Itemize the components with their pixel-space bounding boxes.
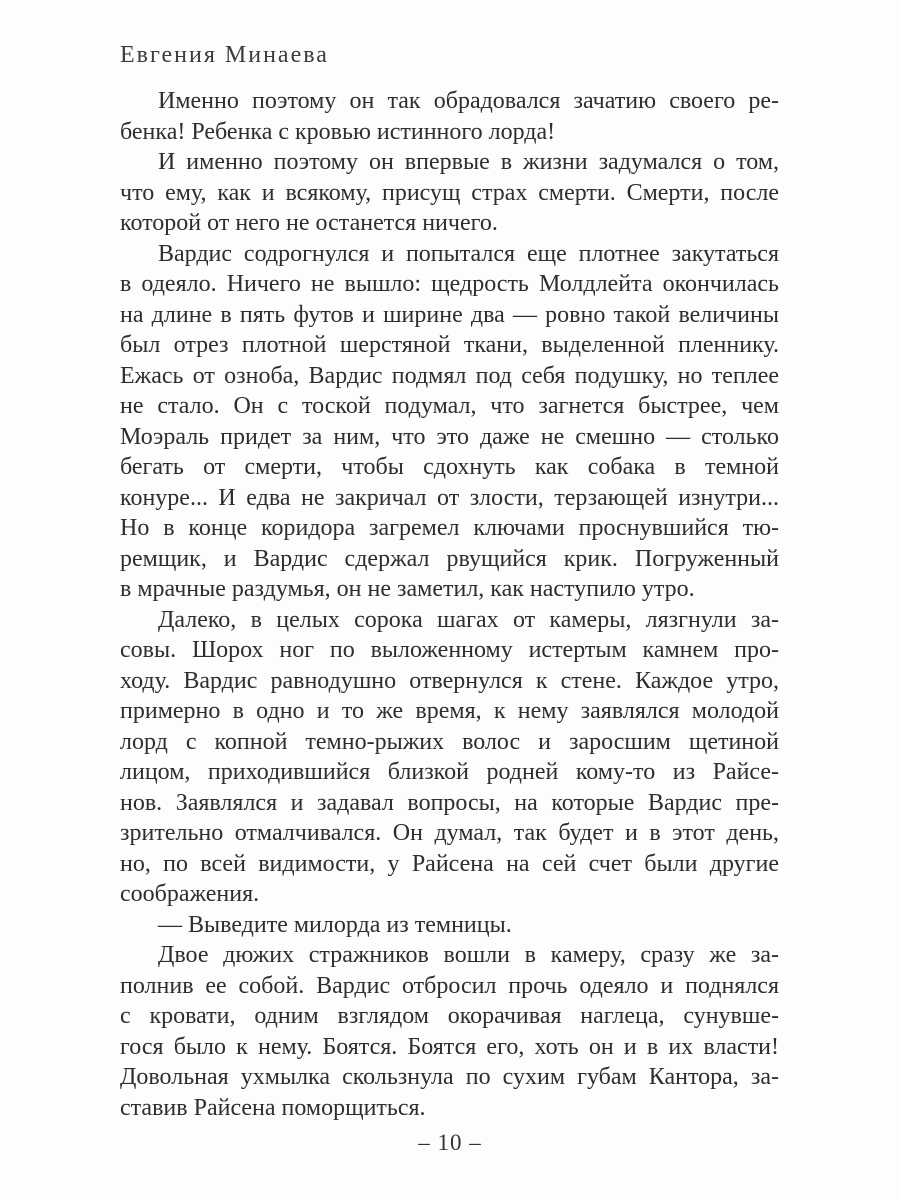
- text-line: нов. Заявлялся и задавал вопросы, на которые Вардис пре-: [120, 789, 779, 816]
- text-line: ходу. Вардис равнодушно отвернулся к стене. Каждое утро,: [120, 667, 779, 694]
- text-line: И именно поэтому он впервые в жизни задумался о том,: [158, 149, 779, 175]
- text-line: Но в конце коридора загремел ключами проснувшийся тю-: [120, 515, 779, 541]
- text-line: ставив Райсена поморщиться.: [120, 1094, 426, 1121]
- text-line: Именно поэтому он так обрадовался зачатию своего ре-: [158, 88, 779, 114]
- paragraph: [120, 86, 779, 147]
- page-number: – 10 –: [418, 1130, 482, 1155]
- text-line: но, по всей видимости, у Райсена на сей счет были другие: [120, 850, 779, 877]
- text-line: зрительно отмалчивался. Он думал, так будет и в этот день,: [120, 820, 779, 846]
- text-line: в одеяло. Ничего не вышло: щедрость Молдлейта окончилась: [120, 271, 779, 297]
- text-line: лицом, приходившийся близкой родней кому-то из Райсе-: [120, 759, 779, 785]
- paragraph: [120, 147, 779, 239]
- text-line: бегать от смерти, чтобы сдохнуть как собака в темной: [120, 454, 779, 480]
- text-line: Моэраль придет за ним, что это даже не смешно — столько: [120, 423, 779, 450]
- text-line: которой от него не останется ничего.: [120, 210, 498, 236]
- text-line: на длине в пять футов и ширине два — ровно такой величины: [120, 301, 779, 328]
- author-header: Евгения Минаева: [120, 42, 329, 68]
- text-line: примерно в одно и то же время, к нему заявлялся молодой: [120, 698, 779, 724]
- text-line: конуре... И едва не закричал от злости, терзающей изнутри...: [120, 484, 779, 511]
- text-line: бенка! Ребенка с кровью истинного лорда!: [120, 118, 556, 145]
- text-line: не стало. Он с тоской подумал, что загнется быстрее, чем: [120, 393, 779, 419]
- text-line: ремщик, и Вардис сдержал рвущийся крик. Погруженный: [120, 545, 779, 572]
- text-line: Ежась от озноба, Вардис подмял под себя подушку, но теплее: [120, 362, 779, 389]
- text-line: был отрез плотной шерстяной ткани, выделенной пленнику.: [120, 332, 779, 358]
- text-line: гося было к нему. Боятся. Боятся его, хоть он и в их власти!: [120, 1033, 779, 1060]
- text-line: совы. Шорох ног по выложенному истертым камнем про-: [120, 637, 779, 663]
- text-line: соображения.: [120, 881, 260, 907]
- paragraph: [120, 910, 779, 941]
- text-line: полнив ее собой. Вардис отбросил прочь одеяло и поднялся: [120, 972, 779, 999]
- text-line: Двое дюжих стражников вошли в камеру, сразу же за-: [158, 942, 779, 968]
- body-text: [120, 86, 779, 1123]
- text-line: что ему, как и всякому, присущ страх смерти. Смерти, после: [120, 179, 779, 206]
- paragraph: [120, 239, 779, 605]
- text-line: Далеко, в целых сорока шагах от камеры, лязгнули за-: [158, 606, 779, 633]
- paragraph: [120, 605, 779, 910]
- paragraph: [120, 940, 779, 1123]
- text-line: Вардис содрогнулся и попытался еще плотнее закутаться: [158, 240, 779, 267]
- text-line: с кровати, одним взглядом окорачивая наглеца, сунувше-: [120, 1003, 779, 1029]
- text-line: — Выведите милорда из темницы.: [158, 911, 512, 938]
- text-line: в мрачные раздумья, он не заметил, как наступило утро.: [120, 576, 695, 602]
- text-line: лорд с копной темно-рыжих волос и заросшим щетиной: [120, 728, 779, 755]
- text-line: Довольная ухмылка скользнула по сухим губам Кантора, за-: [120, 1064, 779, 1090]
